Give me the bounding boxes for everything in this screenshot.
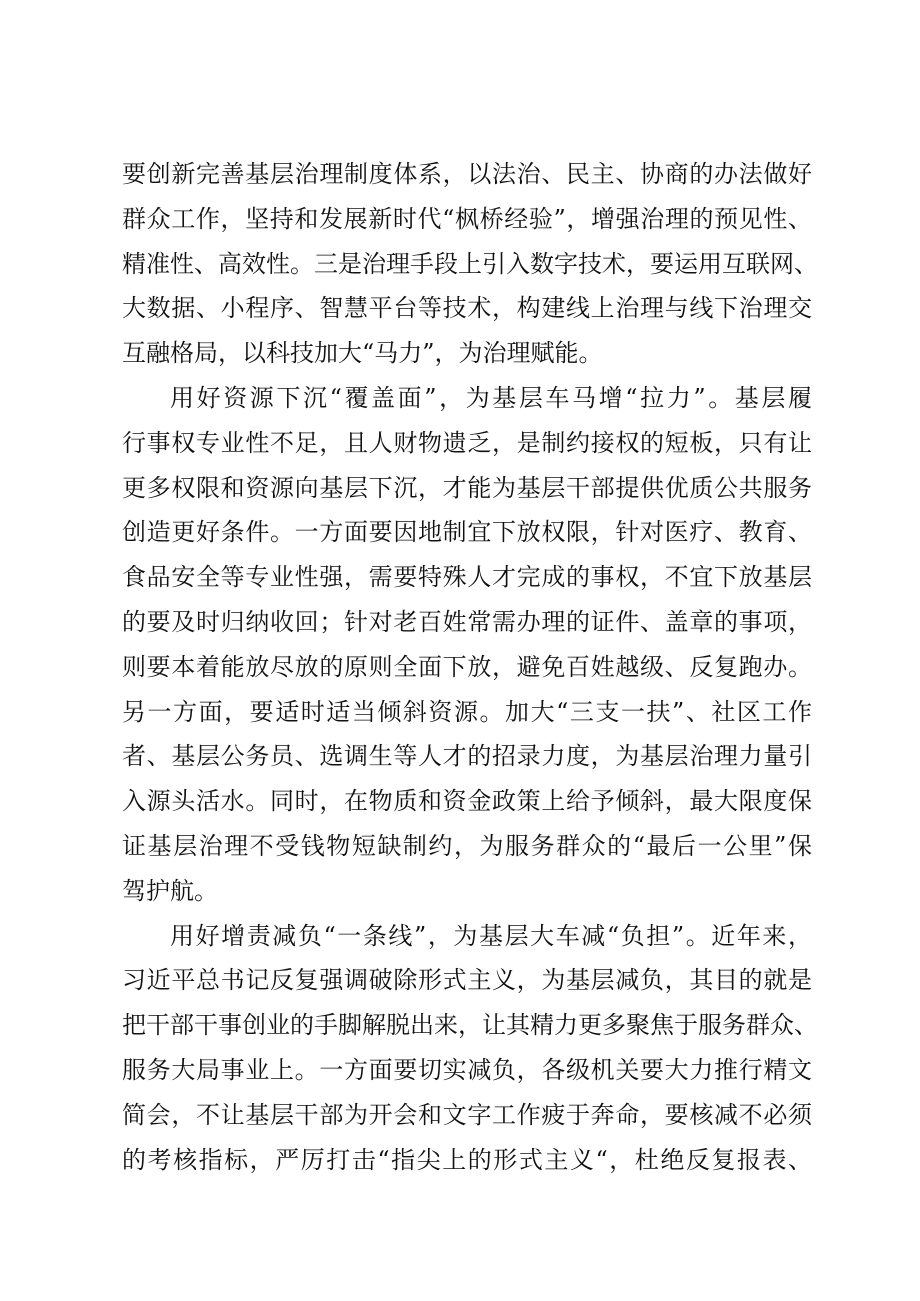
- text-line: 的考核指标，严厉打击“指尖上的形式主义“，杜绝反复报表、: [122, 1145, 812, 1174]
- text-line: 群众工作，坚持和发展新时代“枫桥经验”，增强治理的预见性、: [122, 204, 812, 233]
- paragraph-start-line: 用好增责减负“一条线”，为基层大车减“负担”。近年来，: [170, 921, 812, 950]
- text-line: 大数据、小程序、智慧平台等技术，构建线上治理与线下治理交: [122, 294, 812, 323]
- text-line: 驾护航。: [122, 876, 218, 905]
- text-line: 则要本着能放尽放的原则全面下放，避免百姓越级、反复跑办。: [122, 652, 812, 681]
- text-line: 简会，不让基层干部为开会和文字工作疲于奔命，要核减不必须: [122, 1100, 812, 1129]
- text-line: 精准性、高效性。三是治理手段上引入数字技术，要运用互联网、: [122, 249, 818, 278]
- text-line: 证基层治理不受钱物短缺制约，为服务群众的“最后一公里”保: [122, 831, 812, 860]
- paragraph-start-line: 用好资源下沉“覆盖面”，为基层车马增“拉力”。基层履: [170, 383, 812, 412]
- text-line: 习近平总书记反复强调破除形式主义，为基层减负，其目的就是: [122, 966, 812, 995]
- text-line: 的要及时归纳收回；针对老百姓常需办理的证件、盖章的事项，: [122, 607, 812, 636]
- document-body: [122, 152, 818, 1182]
- text-line: 另一方面，要适时适当倾斜资源。加大“三支一扶”、社区工作: [122, 697, 812, 726]
- text-line: 创造更好条件。一方面要因地制宜下放权限，针对医疗、教育、: [122, 518, 812, 547]
- text-line: 服务大局事业上。一方面要切实减负，各级机关要大力推行精文: [122, 1055, 812, 1084]
- text-line: 行事权专业性不足，且人财物遗乏，是制约接权的短板，只有让: [122, 428, 812, 457]
- text-line: 者、基层公务员、选调生等人才的招录力度，为基层治理力量引: [122, 742, 812, 771]
- text-line: 更多权限和资源向基层下沉，才能为基层干部提供优质公共服务: [122, 473, 812, 502]
- text-line: 互融格局，以科技加大“马力”，为治理赋能。: [122, 339, 603, 368]
- text-line: 把干部干事创业的手脚解脱出来，让其精力更多聚焦于服务群众、: [122, 1011, 818, 1040]
- text-line: 食品安全等专业性强，需要特殊人才完成的事权，不宜下放基层: [122, 563, 812, 592]
- text-line: 要创新完善基层治理制度体系，以法治、民主、协商的办法做好: [122, 160, 812, 188]
- text-line: 入源头活水。同时，在物质和资金政策上给予倾斜，最大限度保: [122, 787, 812, 816]
